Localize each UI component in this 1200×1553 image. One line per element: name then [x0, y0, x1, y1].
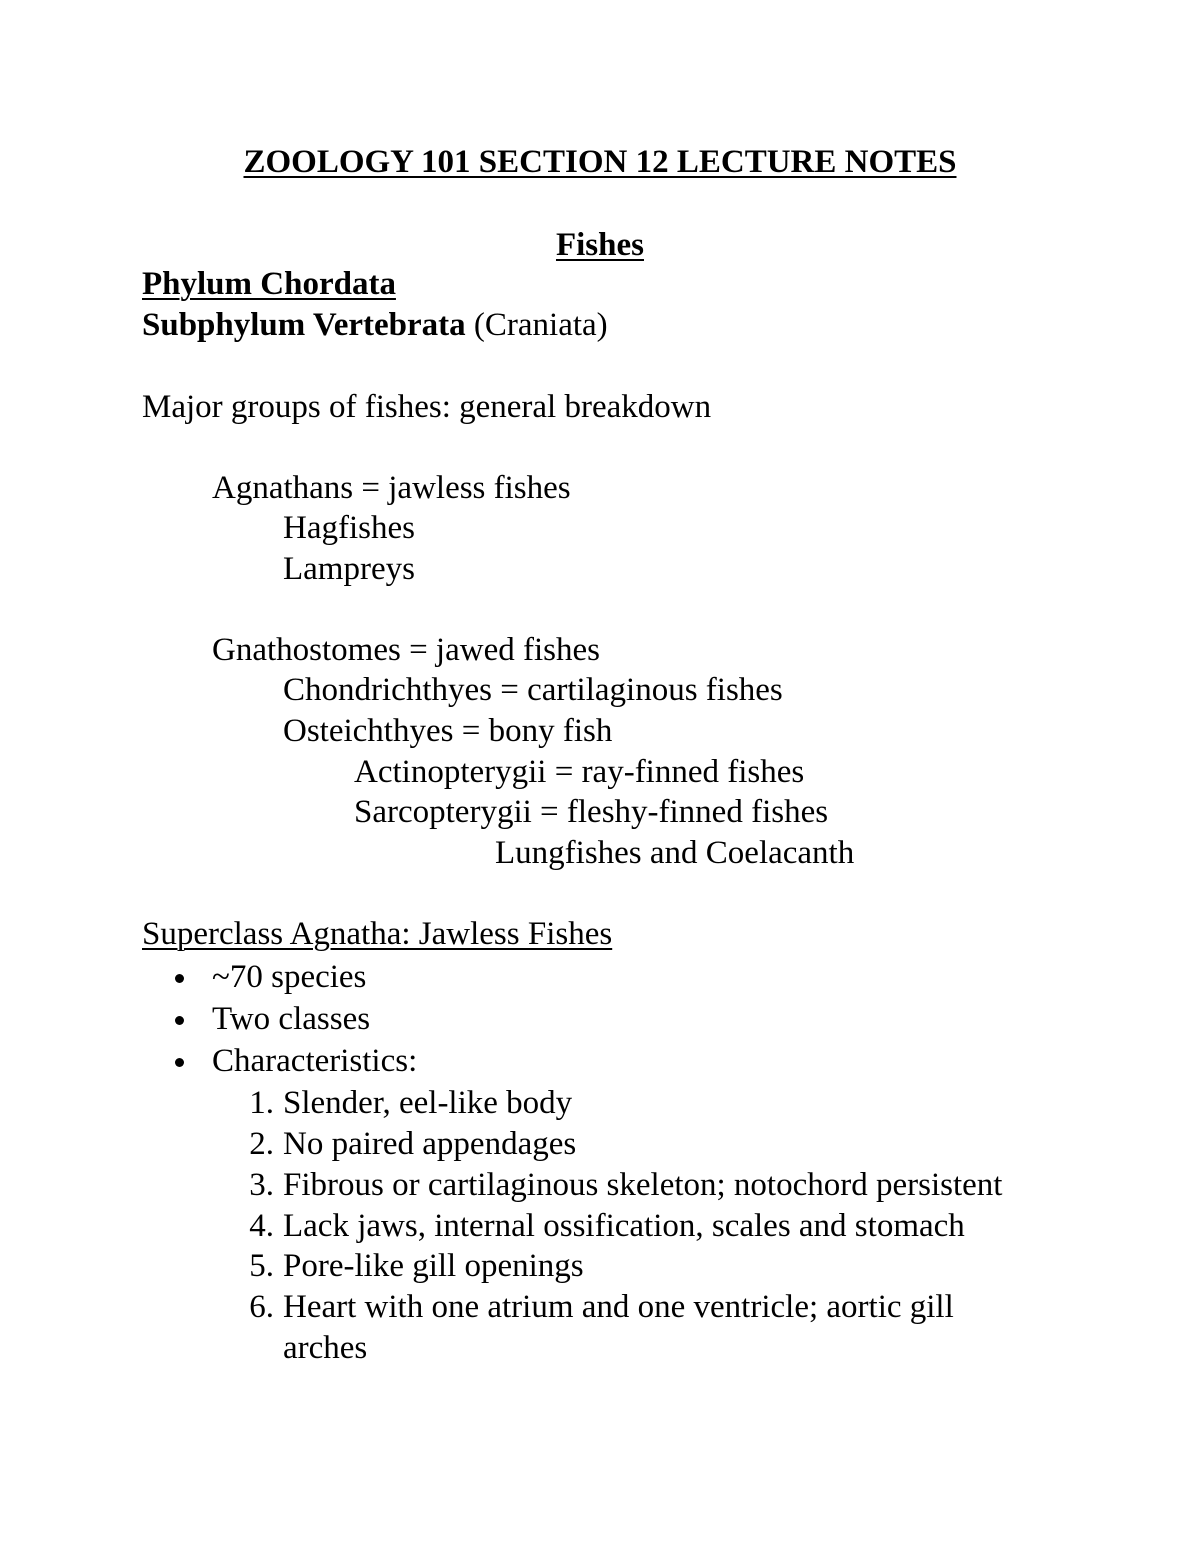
characteristic-item: No paired appendages — [283, 1126, 577, 1162]
subphylum-line — [142, 305, 608, 345]
list-number: 4. — [249, 1208, 274, 1244]
group-lungfishes: Lungfishes and Coelacanth — [495, 835, 855, 871]
phylum-heading: Phylum Chordata — [142, 266, 396, 302]
group-lampreys: Lampreys — [283, 551, 415, 587]
group-sarcopterygii: Sarcopterygii = fleshy-finned fishes — [354, 794, 829, 830]
bullet-classes: Two classes — [212, 1001, 371, 1037]
characteristic-item: Heart with one atrium and one ventricle; aortic gill — [283, 1289, 954, 1325]
group-chondrichthyes: Chondrichthyes = cartilaginous fishes — [283, 672, 783, 708]
intro-text: Major groups of fishes: general breakdown — [142, 389, 712, 425]
list-number: 5. — [249, 1248, 274, 1284]
characteristic-item: Fibrous or cartilaginous skeleton; notochord persistent — [283, 1167, 1003, 1203]
subphylum-bold: Subphylum Vertebrata — [142, 307, 466, 343]
page-title: ZOOLOGY 101 SECTION 12 LECTURE NOTES — [243, 144, 957, 180]
list-number: 2. — [249, 1126, 274, 1162]
characteristic-item-continued: arches — [283, 1330, 368, 1366]
section-subtitle: Fishes — [555, 227, 644, 263]
superclass-heading: Superclass Agnatha: Jawless Fishes — [142, 916, 613, 952]
group-hagfishes: Hagfishes — [283, 510, 415, 546]
bullet-dot — [175, 1058, 184, 1067]
characteristic-item: Pore-like gill openings — [283, 1248, 584, 1284]
bullet-species: ~70 species — [212, 959, 367, 995]
subphylum-note: (Craniata) — [465, 307, 608, 343]
list-number: 1. — [249, 1085, 274, 1121]
group-agnathans: Agnathans = jawless fishes — [212, 470, 571, 506]
list-number: 3. — [249, 1167, 274, 1203]
group-osteichthyes: Osteichthyes = bony fish — [283, 713, 613, 749]
characteristic-item: Slender, eel-like body — [283, 1085, 573, 1121]
list-number: 6. — [249, 1289, 274, 1325]
characteristic-item: Lack jaws, internal ossification, scales and stomach — [283, 1208, 965, 1244]
bullet-dot — [175, 974, 184, 983]
group-gnathostomes: Gnathostomes = jawed fishes — [212, 632, 600, 668]
bullet-dot — [175, 1016, 184, 1025]
group-actinopterygii: Actinopterygii = ray-finned fishes — [354, 754, 805, 790]
bullet-characteristics: Characteristics: — [212, 1043, 418, 1079]
